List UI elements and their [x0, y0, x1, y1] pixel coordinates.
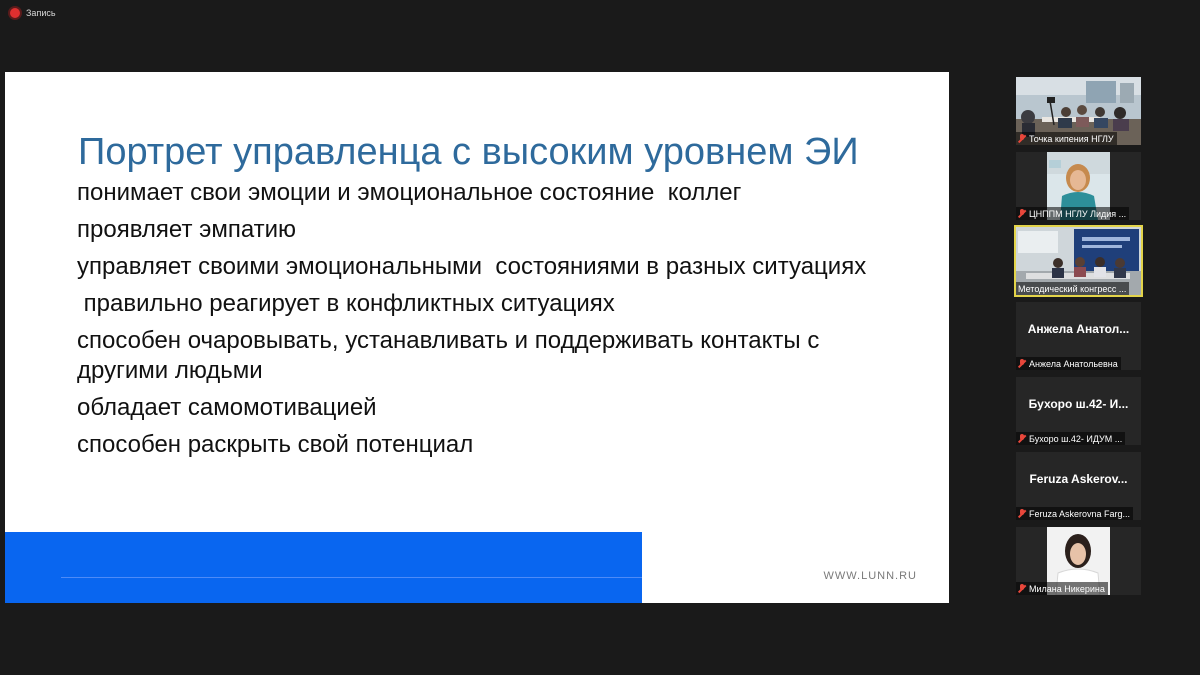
slide-bullet: понимает свои эмоции и эмоциональное состояние коллег — [77, 179, 742, 206]
participant-label: Анжела Анатольевна — [1029, 358, 1118, 369]
participant-label: Feruza Askerovna Farg... — [1029, 508, 1131, 519]
recording-indicator[interactable] — [10, 8, 56, 18]
participant-display-name: Анжела Анатол... — [1027, 322, 1130, 336]
mic-muted-icon — [1018, 509, 1026, 518]
record-icon — [10, 8, 20, 18]
slide-bullet: обладает самомотивацией — [77, 394, 377, 421]
mic-muted-icon — [1018, 584, 1026, 593]
slide-footer-line — [61, 577, 642, 578]
participant-tile[interactable] — [1016, 377, 1141, 445]
slide-bullet: проявляет эмпатию — [77, 216, 297, 243]
slide-bullet: правильно реагирует в конфликтных ситуациях — [77, 290, 615, 317]
participant-namebar — [1016, 282, 1129, 295]
slide-website: WWW.LUNN.RU — [823, 570, 917, 582]
participant-label: Точка кипения НГЛУ — [1029, 133, 1114, 144]
shared-screen-slide — [5, 72, 949, 603]
participant-tile[interactable] — [1016, 527, 1141, 595]
participant-display-name: Бухоро ш.42- И... — [1028, 397, 1129, 411]
mic-muted-icon — [1018, 134, 1026, 143]
participant-tile[interactable] — [1016, 302, 1141, 370]
participant-tile[interactable] — [1016, 152, 1141, 220]
participant-namebar — [1016, 207, 1129, 220]
participant-namebar — [1016, 432, 1125, 445]
mic-muted-icon — [1018, 359, 1026, 368]
slide-bullet: управляет своими эмоциональными состояниями в разных ситуациях — [77, 253, 867, 280]
slide-bullet-list — [77, 178, 907, 460]
participant-label: Бухоро ш.42- ИДУМ ... — [1029, 433, 1123, 444]
participant-namebar — [1016, 357, 1121, 370]
participant-namebar — [1016, 582, 1108, 595]
participant-namebar — [1016, 132, 1117, 145]
recording-label: Запись — [26, 8, 56, 18]
participant-tile-active-speaker[interactable] — [1016, 227, 1141, 295]
participant-display-name: Feruza Askerov... — [1029, 472, 1128, 486]
slide-bullet: способен раскрыть свой потенциал — [77, 431, 474, 458]
slide-title: Портрет управленца с высоким уровнем ЭИ — [78, 131, 859, 173]
mic-muted-icon — [1018, 434, 1026, 443]
participant-label: Методический конгресс ... — [1018, 283, 1127, 294]
slide-footer-bar — [5, 532, 642, 603]
mic-muted-icon — [1018, 209, 1026, 218]
participant-tile[interactable] — [1016, 77, 1141, 145]
participant-tile[interactable] — [1016, 452, 1141, 520]
participant-label: Милана Никерина — [1029, 583, 1105, 594]
slide-bullet: способен очаровывать, устанавливать и поддерживать контакты с другими людьми — [77, 327, 826, 384]
participant-namebar — [1016, 507, 1133, 520]
participant-gallery — [1016, 77, 1143, 602]
participant-label: ЦНППМ НГЛУ Лидия ... — [1029, 208, 1127, 219]
